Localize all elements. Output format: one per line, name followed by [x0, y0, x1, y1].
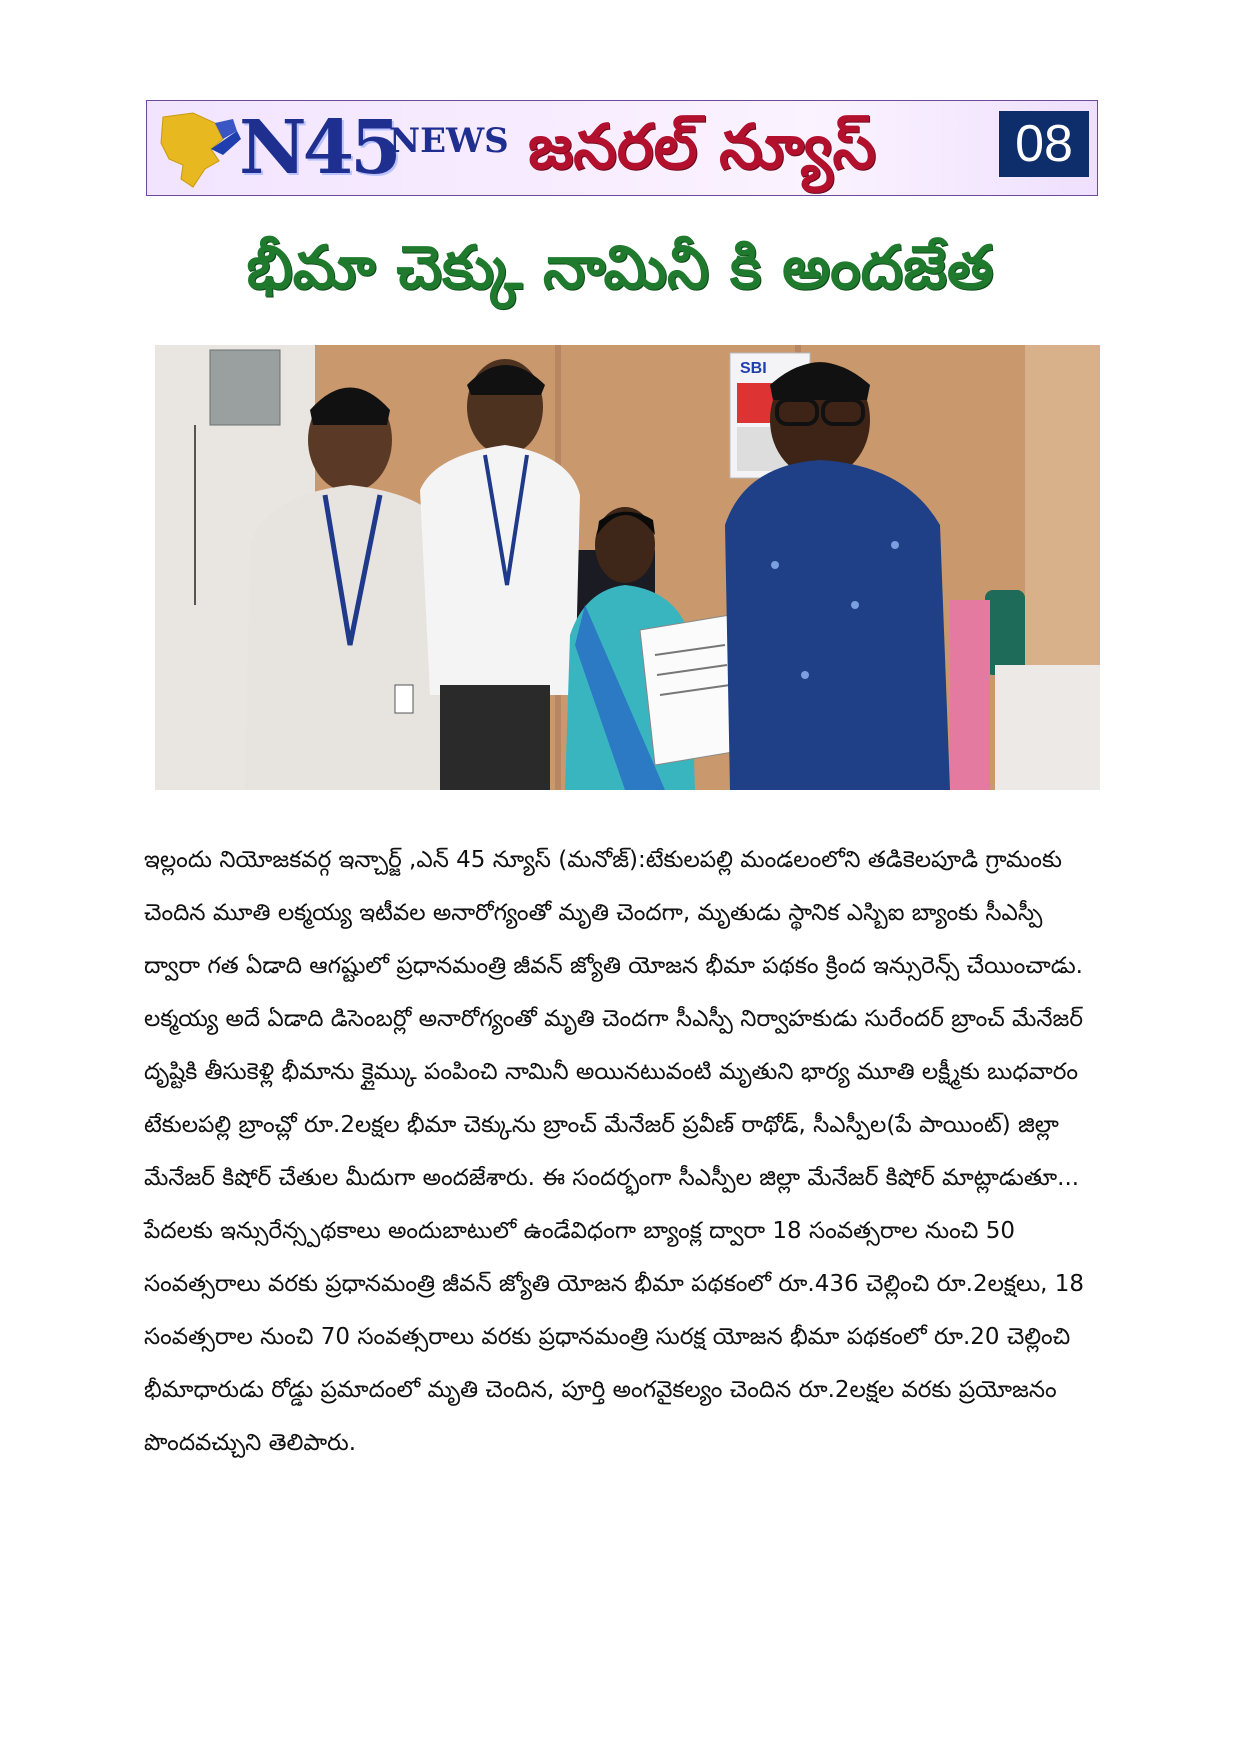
article-headline: భీమా చెక్కు నామినీ కి అందజేత: [246, 233, 994, 303]
article-body: ఇల్లందు నియోజకవర్గ ఇన్చార్జ్ ,ఎన్ 45 న్యూస్ (మనోజ్):టేకులపల్లి మండలంలోని తడికెలపూడి గ్రామంకు చెందిన మూతి లక్మయ్య ఇటీవల అనారోగ్యంతో మృతి చెందగా, మృతుడు స్థానిక ఎస్బిఐ బ్యాంకు సీఎస్పీ ద్వారా గత ఏడాది ఆగష్టులో ప్రధానమంత్రి జీవన్ జ్యోతి యోజన భీమా పథకం క్రింద ఇన్సురెన్స్ చేయించాడు. లక్మయ్య అదే ఏడాది డిసెంబర్లో అనారోగ్యంతో మృతి చెందగా సీఎస్పీ నిర్వాహకుడు సురేందర్ బ్రాంచ్ మేనేజర్ దృష్టికి తీసుకెళ్లి భీమాను క్లైమ్కు పంపించి నామినీ అయినటువంటి మృతుని భార్య మూతి లక్ష్మీకు బుధవారం టేకులపల్లి బ్రాంచ్లో రూ.2లక్షల భీమా చెక్కును బ్రాంచ్ మేనేజర్ ప్రవీణ్ రాథోడ్, సీఎస్పీల(పే పాయింట్) జిల్లా మేనేజర్ కిషోర్ చేతుల మీదుగా అందజేశారు. ఈ సందర్భంగా సీఎస్పీల జిల్లా మేనేజర్ కిషోర్ మాట్లాడుతూ... పేదలకు ఇన్సురేన్స్పథకాలు అందుబాటులో ఉండేవిధంగా బ్యాంక్ల ద్వారా 18 సంవత్సరాల నుంచి 50 సంవత్సరాలు వరకు ప్రధానమంత్రి జీవన్ జ్యోతి యోజన భీమా పథకంలో రూ.436 చెల్లించి రూ.2లక్షలు, 18 సంవత్సరాల నుంచి 70 సంవత్సరాలు వరకు ప్రధానమంత్రి సురక్ష యోజన భీమా పథకంలో రూ.20 చెల్లించి భీమాధారుడు రోడ్డు ప్రమాదంలో మృతి చెందిన, పూర్తి అంగవైకల్యం చెందిన రూ.2లక్షల వరకు ప్రయోజనం పొందవచ్చుని తెలిపారు.: [144, 847, 1085, 1456]
page-number: 08: [999, 111, 1089, 177]
logo-number: N45: [239, 105, 398, 191]
news-photo: [155, 345, 1100, 790]
state-map-icon: [153, 109, 243, 191]
sign-text: SBI: [740, 360, 767, 377]
logo-word: NEWS: [389, 121, 509, 161]
photo-illustration: [155, 345, 1100, 790]
section-title: జనరల్ న్యూస్: [527, 110, 876, 183]
masthead-banner: [146, 100, 1098, 196]
